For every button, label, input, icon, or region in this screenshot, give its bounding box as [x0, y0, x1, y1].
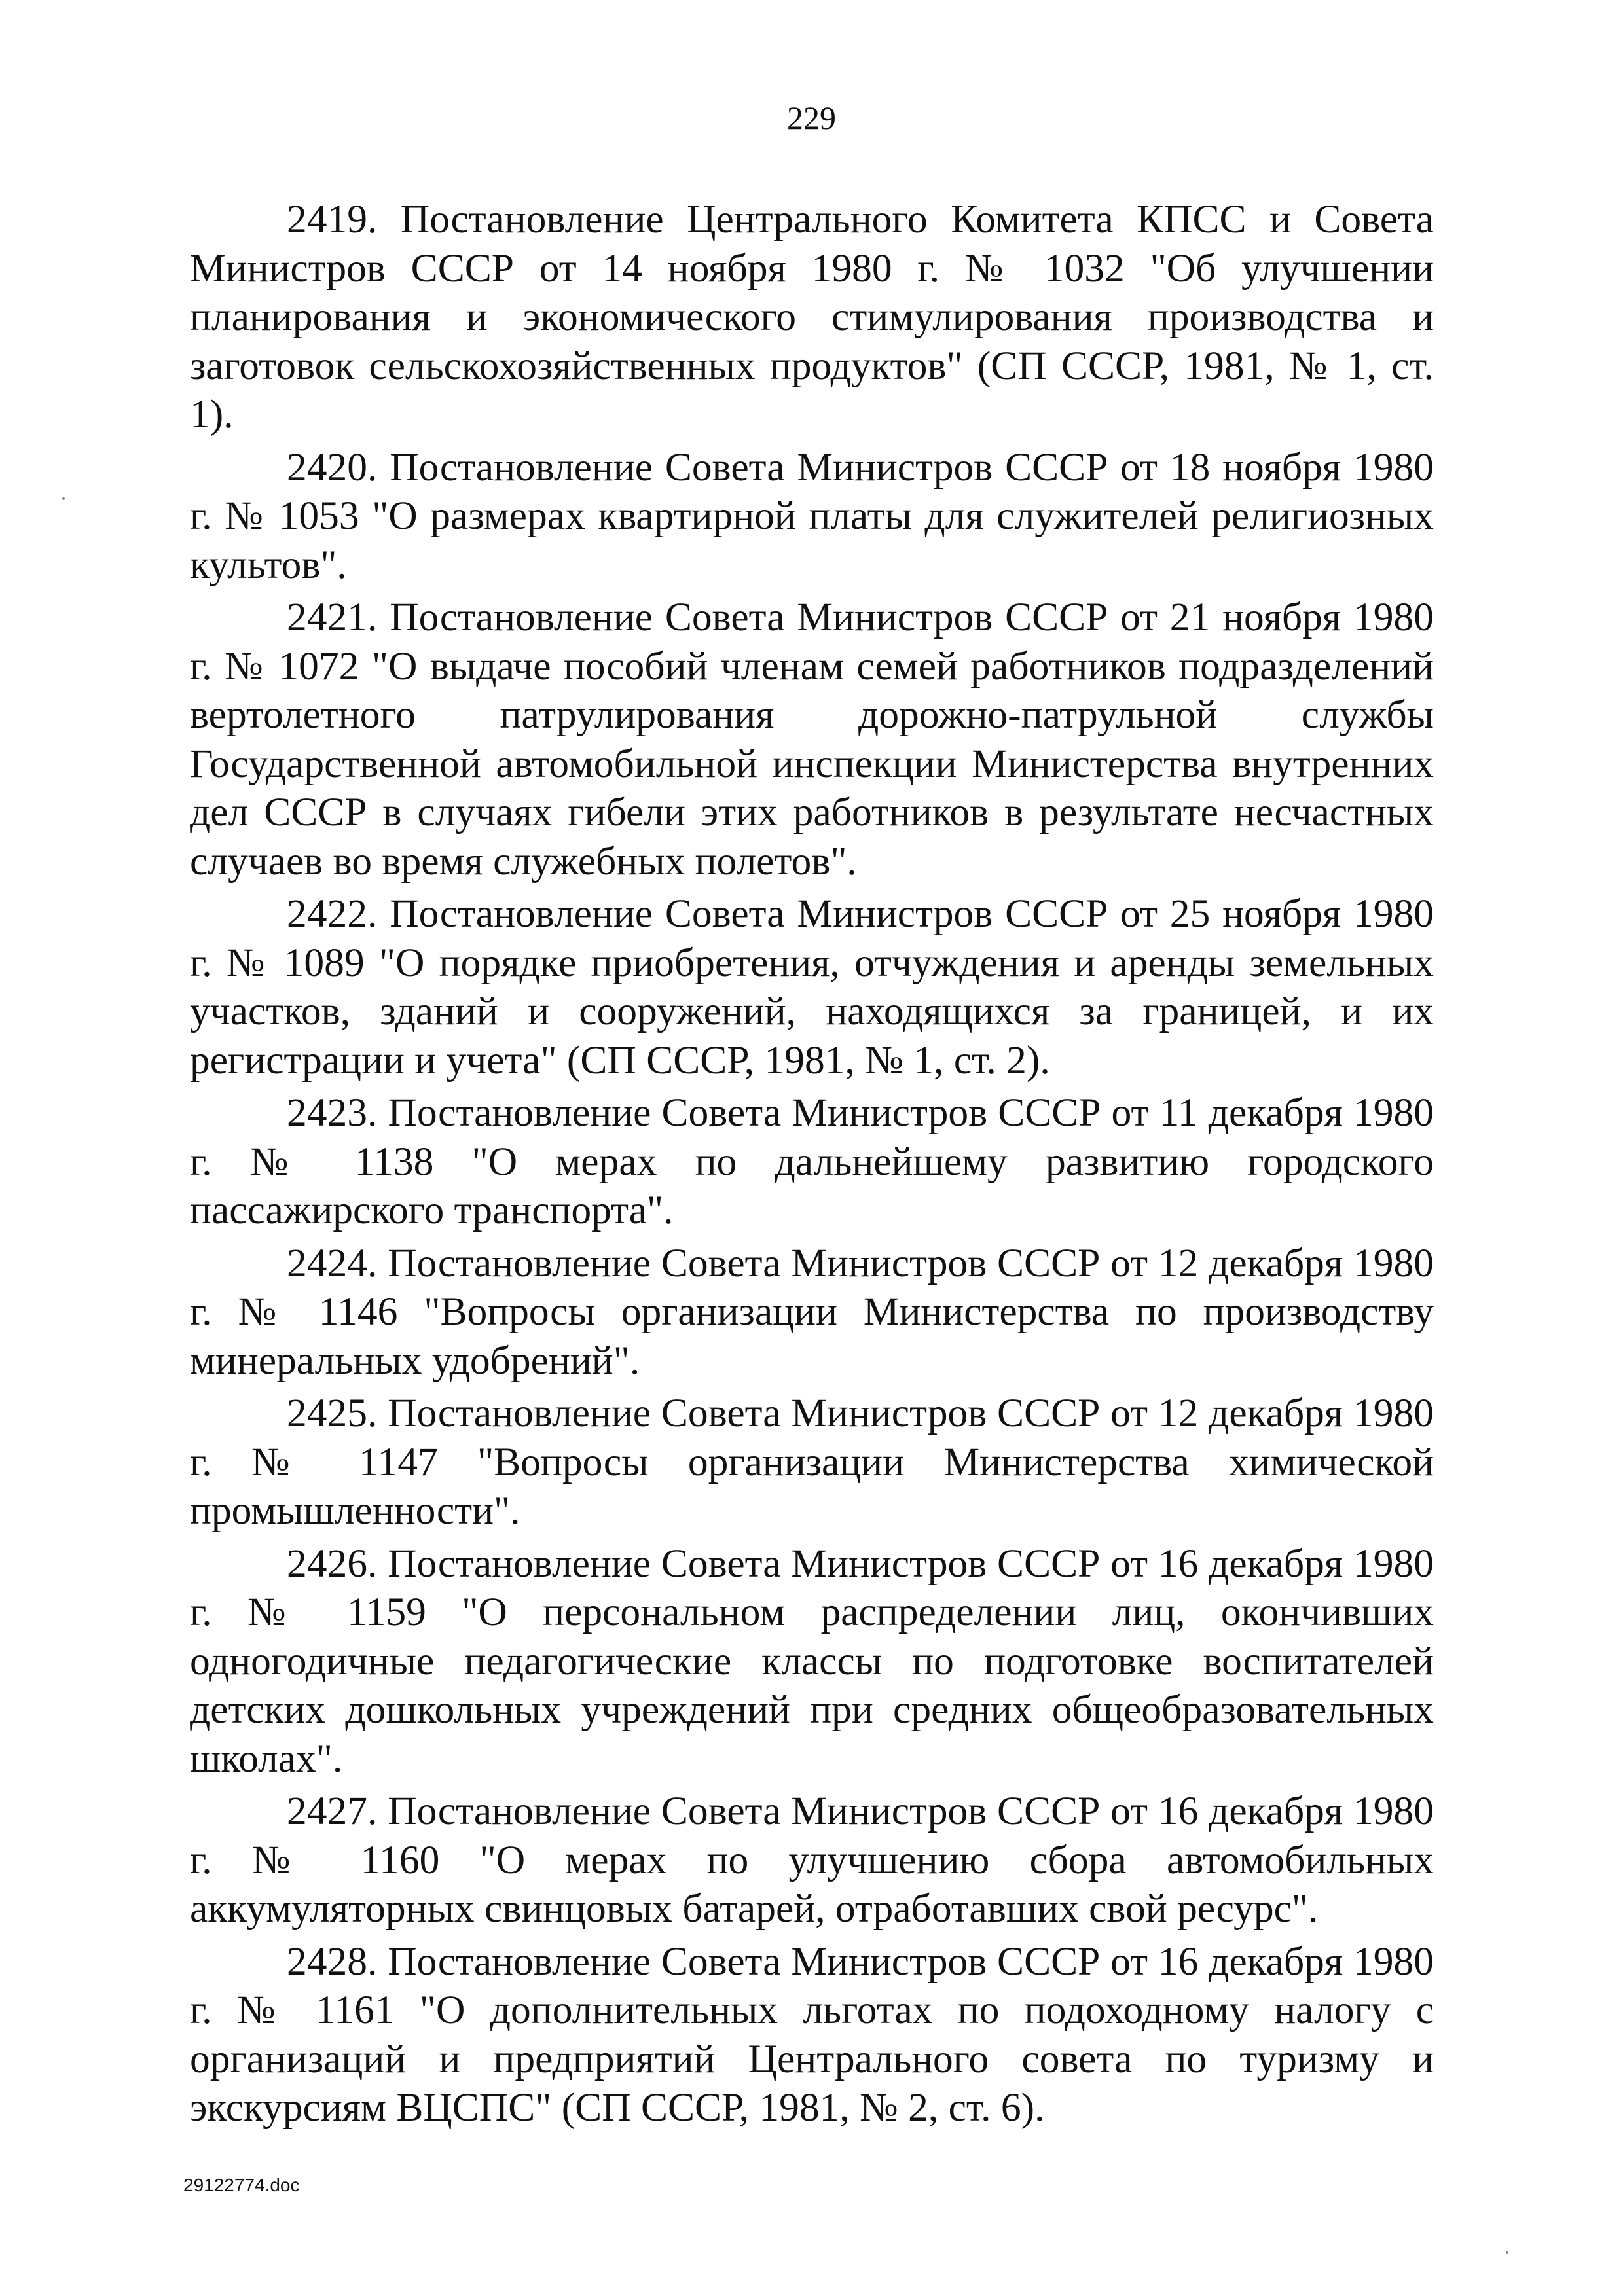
entry-number: 2423. [287, 1090, 378, 1135]
entry-text: Постановление Совета Министров СССР от 11 декабря 1980 г. № 1138 "О мерах по дальнейшему развитию городского пассажирского транспорта". [190, 1090, 1434, 1232]
list-item [190, 593, 1434, 886]
entry-number: 2425. [287, 1391, 378, 1435]
scan-speck [1506, 2251, 1508, 2254]
entry-text: Постановление Совета Министров СССР от 12 декабря 1980 г. № 1146 "Вопросы организации Министерства по производству минеральных удобрений". [190, 1240, 1434, 1383]
entry-text: Постановление Совета Министров СССР от 21 ноября 1980 г. № 1072 "О выдаче пособий членам семей работников подразделений вертолетного патрулирования дорожно-патрульной службы Государственной автомобильной инспекции Министерства внутренних дел СССР в случаях гибели этих работников в результате несчастных случаев во время служебных полетов". [190, 595, 1434, 884]
entry-text: Постановление Центрального Комитета КПСС и Совета Министров СССР от 14 ноября 1980 г. № 1032 "Об улучшении планирования и экономического стимулирования производства и заготовок сельскохозяйственных продуктов" (СП СССР, 1981, № 1, ст. 1). [190, 197, 1434, 437]
entry-number: 2428. [287, 1939, 378, 1984]
entry-number: 2420. [287, 444, 378, 490]
list-item [190, 1088, 1434, 1235]
list-item [190, 1239, 1434, 1386]
entry-list [190, 195, 1434, 2136]
entry-text: Постановление Совета Министров СССР от 25 ноября 1980 г. № 1089 "О порядке приобретения, отчуждения и аренды земельных участков, зданий и сооружений, находящихся за границей, и их регистрации и учета" (СП СССР, 1981, № 1, ст. 2). [190, 891, 1434, 1083]
entry-text: Постановление Совета Министров СССР от 16 декабря 1980 г. № 1160 "О мерах по улучшению сбора автомобильных аккумуляторных свинцовых батарей, отработавших свой ресурс". [190, 1789, 1434, 1931]
entry-number: 2426. [287, 1541, 378, 1586]
list-item [190, 1787, 1434, 1933]
entry-number: 2424. [287, 1240, 378, 1285]
footer-filename: 29122774.doc [183, 2175, 300, 2195]
page-number: 229 [787, 99, 836, 136]
list-item [190, 195, 1434, 439]
list-item [190, 1389, 1434, 1535]
entry-number: 2421. [287, 595, 378, 639]
entry-text: Постановление Совета Министров СССР от 16 декабря 1980 г. № 1159 "О персональном распределении лиц, окончивших одногодичные педагогические классы по подготовке воспитателей детских дошкольных учреждений при средних общеобразовательных школах". [190, 1541, 1434, 1781]
entry-text: Постановление Совета Министров СССР от 12 декабря 1980 г. № 1147 "Вопросы организации Министерства химической промышленности". [190, 1391, 1434, 1533]
entry-number: 2427. [287, 1789, 378, 1833]
entry-number: 2419. [287, 197, 378, 242]
entry-text: Постановление Совета Министров СССР от 16 декабря 1980 г. № 1161 "О дополнительных льготах по подоходному налогу с организаций и предприятий Центрального совета по туризму и экскурсиям ВЦСПС" (СП СССР, 1981, № 2, ст. 6). [190, 1939, 1434, 2130]
list-item [190, 1539, 1434, 1784]
list-item [190, 1937, 1434, 2132]
entry-number: 2422. [287, 891, 378, 936]
entry-text: Постановление Совета Министров СССР от 18 ноября 1980 г. № 1053 "О размерах квартирной платы для служителей религиозных культов". [190, 444, 1434, 587]
list-item [190, 889, 1434, 1085]
list-item [190, 443, 1434, 590]
scan-speck [62, 497, 65, 500]
